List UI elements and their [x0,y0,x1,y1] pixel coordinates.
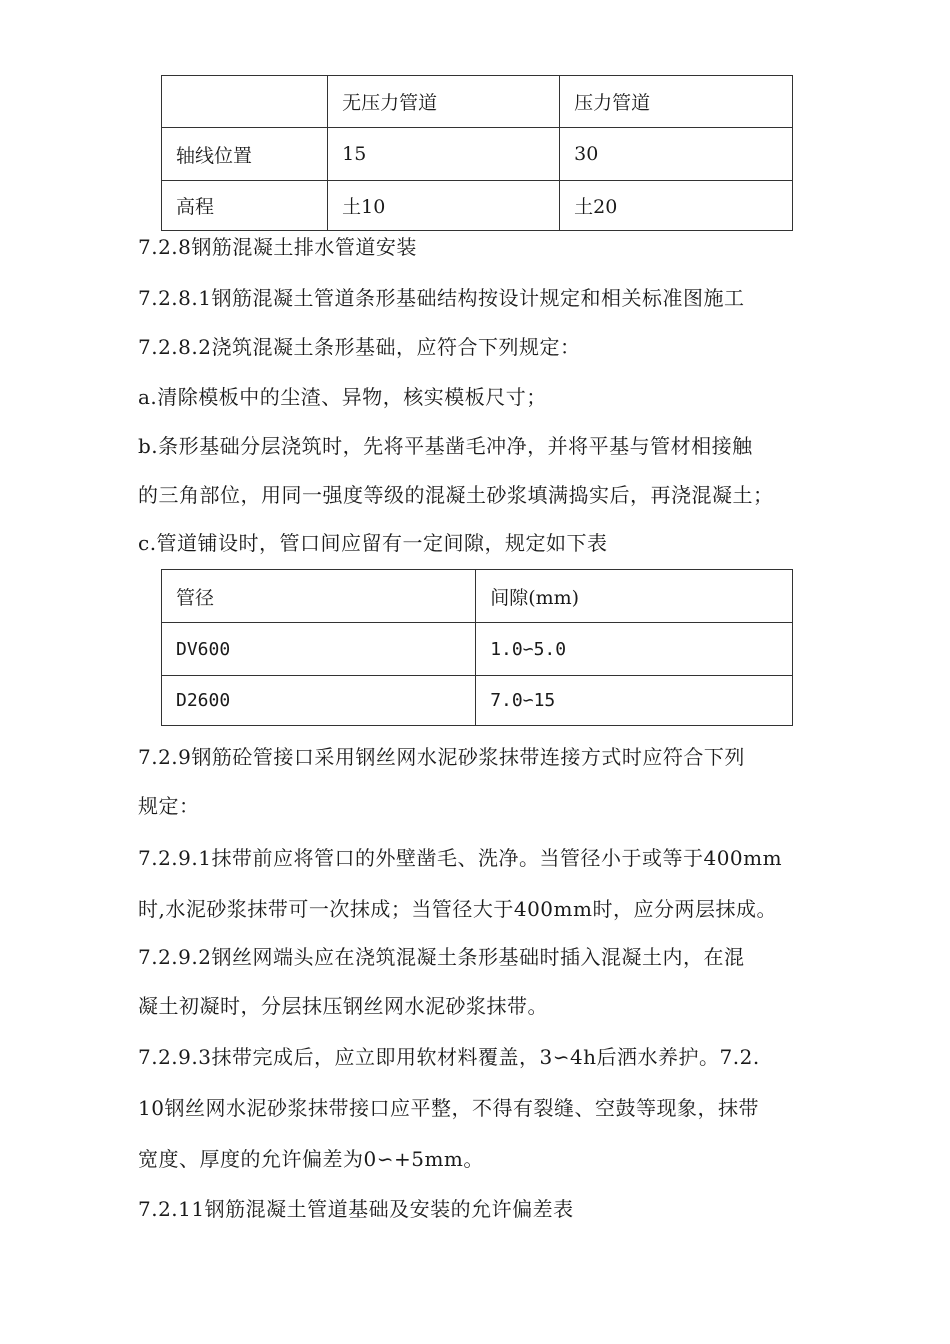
table-cell: 土20 [560,181,793,231]
paragraph-line: 凝土初凝时，分层抹压钢丝网水泥砂浆抹带。 [138,994,548,1018]
paragraph-line: 7.2.8.2浇筑混凝土条形基础，应符合下列规定： [138,335,581,359]
table-row [162,128,793,181]
paragraph-line: 7.2.9.3抹带完成后，应立即用软材料覆盖，3∽4h后洒水养护。7.2. [138,1045,760,1069]
paragraph-line: 规定： [138,794,200,818]
table-cell: D2600 [162,676,476,726]
table-cell: 土10 [328,181,560,231]
table-cell: DV600 [162,623,476,676]
paragraph-line: 10钢丝网水泥砂浆抹带接口应平整，不得有裂缝、空鼓等现象，抹带 [138,1096,759,1120]
tolerance-table [161,75,793,231]
table-cell: 7.0∽15 [476,676,793,726]
gap-table [161,569,793,726]
list-item-b-cont: 的三角部位，用同一强度等级的混凝土砂浆填满捣实后，再浇混凝土； [138,483,774,507]
paragraph-line: 7.2.8.1钢筋混凝土管道条形基础结构按设计规定和相关标准图施工 [138,286,745,310]
table-row [162,623,793,676]
table-cell: 轴线位置 [162,128,328,181]
table-row [162,181,793,231]
table-row [162,676,793,726]
section-heading-7-2-11: 7.2.11钢筋混凝土管道基础及安装的允许偏差表 [138,1197,574,1221]
paragraph-line: 7.2.9.2钢丝网端头应在浇筑混凝土条形基础时插入混凝土内，在混 [138,945,745,969]
table-header-cell: 无压力管道 [328,76,560,128]
list-item-b: b.条形基础分层浇筑时，先将平基凿毛冲净，并将平基与管材相接触 [138,434,753,458]
section-heading-7-2-9: 7.2.9钢筋砼管接口采用钢丝网水泥砂浆抹带连接方式时应符合下列 [138,745,745,769]
table-header-cell: 压力管道 [560,76,793,128]
list-item-c: c.管道铺设时，管口间应留有一定间隙，规定如下表 [138,531,608,555]
paragraph-line: 时,水泥砂浆抹带可一次抹成；当管径大于400mm时，应分两层抹成。 [138,897,777,921]
table-header-row [162,570,793,623]
table-cell: 15 [328,128,560,181]
paragraph-line: 7.2.9.1抹带前应将管口的外壁凿毛、洗净。当管径小于或等于400mm [138,846,783,870]
paragraph-line: 宽度、厚度的允许偏差为0∽+5mm。 [138,1147,484,1171]
table-header-cell [162,76,328,128]
table-cell: 30 [560,128,793,181]
table-header-cell: 管径 [162,570,476,623]
table-header-row [162,76,793,128]
list-item-a: a.清除模板中的尘渣、异物，核实模板尺寸； [138,385,547,409]
table-cell: 高程 [162,181,328,231]
section-heading-7-2-8: 7.2.8钢筋混凝土排水管道安装 [138,235,417,259]
table-cell: 1.0∽5.0 [476,623,793,676]
table-header-cell: 间隙(mm) [476,570,793,623]
